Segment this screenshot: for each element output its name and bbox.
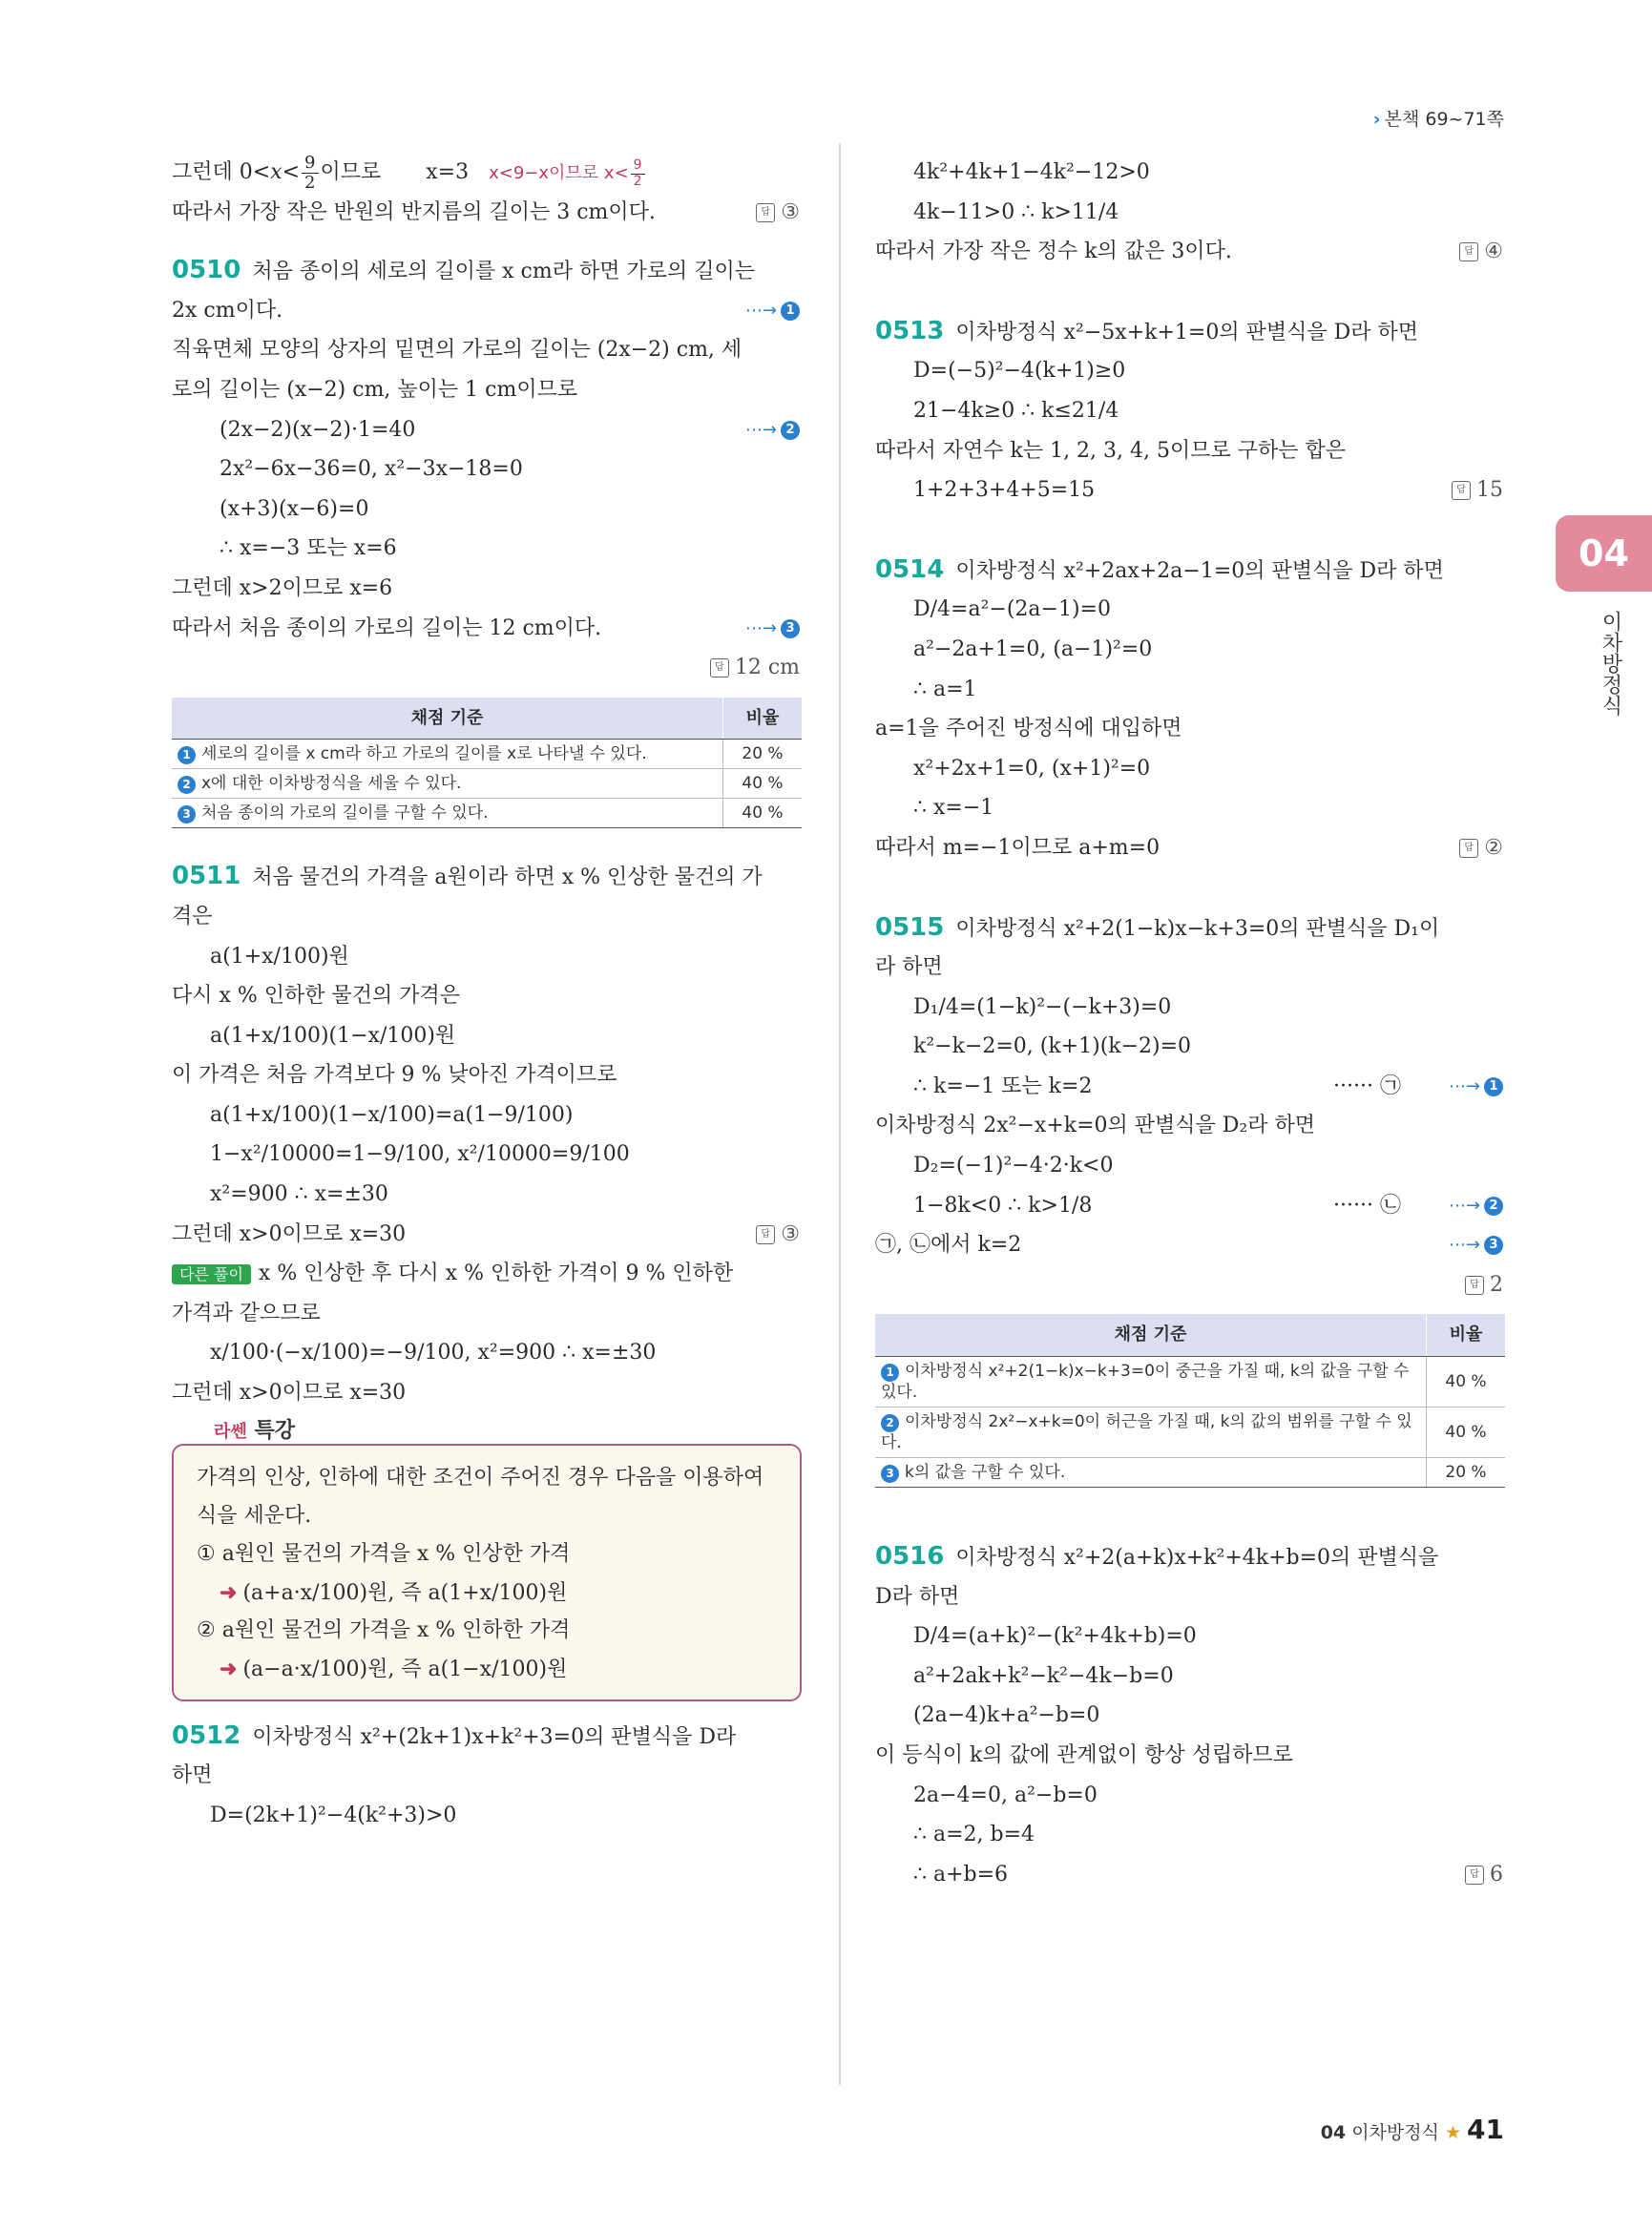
chevron-right-icon: › — [1372, 109, 1381, 130]
answer-mark: 답 2 — [1465, 1265, 1503, 1305]
step-marker: ⋯→ 1 — [1449, 1067, 1503, 1107]
answer-icon: 답 — [710, 658, 729, 678]
answer-icon: 답 — [1459, 242, 1478, 261]
answer-mark: 답 15 — [1452, 470, 1503, 511]
alternate-solution-tag: 다른 풀이 — [172, 1264, 251, 1284]
chapter-tab[interactable]: 04 — [1556, 515, 1652, 592]
table-row: 1 이차방정식 x²+2(1−k)x−k+3=0이 중근을 가질 때, k의 값을 구할 수 있다. 40 % — [875, 1357, 1505, 1407]
table-row: 1 세로의 길이를 x cm라 하고 가로의 길이를 x로 나타낼 수 있다. 20 % — [172, 740, 802, 769]
answer-icon: 답 — [756, 203, 775, 222]
problem-number: 0515 — [875, 912, 945, 942]
table-row: 2 x에 대한 이차방정식을 세울 수 있다. 40 % — [172, 769, 802, 799]
arrow-right-icon: ➜ — [220, 1579, 238, 1605]
step-marker: ⋯→ 3 — [1449, 1225, 1503, 1265]
step-marker: ⋯→ 1 — [745, 291, 800, 331]
step-marker: ⋯→ 3 — [745, 609, 800, 649]
problem-number: 0512 — [172, 1720, 241, 1750]
answer-icon: 답 — [756, 1225, 775, 1244]
step-marker: ⋯→ 2 — [1449, 1186, 1503, 1226]
answer-mark: 답 ② — [1459, 828, 1503, 868]
tip-title: 라쎈 특강 — [214, 1418, 295, 1443]
scoring-table: 채점 기준 비율 1 이차방정식 x²+2(1−k)x−k+3=0이 중근을 가질 때, k의 값을 구할 수 있다. 40 % 2 이차방정식 2x²−x+k=0이 허근을 가질 때, k의 값의 범위를 구할 수 있다. 40 % 3 k의 값을 구할 수 있다. 20 % — [875, 1314, 1505, 1488]
table-row: 3 처음 종이의 가로의 길이를 구할 수 있다. 40 % — [172, 799, 802, 828]
left-column — [172, 153, 802, 1835]
right-column: 4k²+4k+1−4k²−12>0 4k−11>0 ∴ k>11/4 따라서 가장 작은 정수 k의 값은 3이다. 답 ④ 0513 이차방정식 x²−5x+k+1=0의 판별식을 D라 하면 D=(−5)²−4(k+1)≥0 21−4k≥0 ∴ k≤21/4 따라서 자연수 k는 1, 2, 3, 4, 5이므로 구하는 합은 1+2+3+4+5=15 답 15 0514 이차방정식 x²+2ax+2a−1=0의 판별식을 D라 하면 D/4=a²−(2a−1)=0 a²−2a+1=0, (a−1)²=0 ∴ a=1 a=1을 주어진 방정식에 대입하면 x²+2x+1=0, (x+1)²=0 ∴ x=−1 따라서 m=−1이므로 a+m=0 답 ② 0515 이차방정식 x²+2(1−k)x−k+3=0의 판별식을 D₁이 라 하면 D₁/4=(1−k)²−(−k+3)=0 k²−k−2=0, (k+1)(k−2)=0 ∴ k=−1 또는 k=2 ······ ㉠ ⋯→ 1 이차방정식 2x²−x+k=0의 판별식을 D₂라 하면 D₂=(−1)²−4·2·k<0 1−8k<0 ∴ k>1/8 ······ ㉡ ⋯→ 2 ㉠, ㉡에서 k=2 ⋯→ 3 답 2 채점 기준 비율 1 이차방정식 x²+2(1−k)x−k+3=0이 중근을 가질 때, k의 값을 구할 수 있다. 40 % 2 이차방정식 2x²−x+k=0이 허근을 가질 때, k의 값의 범위를 구할 수 있다. 40 % 3 k의 값을 구할 수 있다. 20 % 0516 이차방정식 x²+2(a+k)x+k²+4k+b=0의 판별식을 D라 하면 D/4=(a+k)²−(k²+4k+b)=0 a²+2ak+k²−k²−4k−b=0 (2a−4)k+a²−b=0 이 등식이 k의 값에 관계없이 항상 성립하므로 2a−4=0, a²−b=0 ∴ a=2, b=4 ∴ a+b=6 답 6 — [875, 153, 1505, 1894]
section-reference: › 본책 69~71쪽 — [1372, 109, 1504, 130]
answer-mark: 답 6 — [1465, 1855, 1503, 1895]
answer-icon: 답 — [1465, 1276, 1484, 1295]
problem-0512: 0512 이차방정식 x²+(2k+1)x+k²+3=0의 판별식을 D라 하면 D=(2k+1)²−4(k²+3)>0 — [172, 1720, 737, 1827]
answer-icon: 답 — [1459, 839, 1478, 858]
star-icon: ★ — [1444, 2122, 1462, 2143]
problem-0515: 0515 이차방정식 x²+2(1−k)x−k+3=0의 판별식을 D₁이 라 하면 D₁/4=(1−k)²−(−k+3)=0 k²−k−2=0, (k+1)(k−2)=0 ∴ k=−1 또는 k=2 ······ ㉠ ⋯→ 1 이차방정식 2x²−x+k=0의 판별식을 D₂라 하면 D₂=(−1)²−4·2·k<0 1−8k<0 ∴ k>1/8 ······ ㉡ ⋯→ 2 ㉠, ㉡에서 k=2 ⋯→ 3 답 2 채점 기준 비율 1 이차방정식 x²+2(1−k)x−k+3=0이 중근을 가질 때, k의 값을 구할 수 있다. 40 % 2 이차방정식 2x²−x+k=0이 허근을 가질 때, k의 값의 범위를 구할 수 있다. 40 % 3 k의 값을 구할 수 있다. 20 % — [875, 908, 1505, 1489]
table-row: 2 이차방정식 2x²−x+k=0이 허근을 가질 때, k의 값의 범위를 구할 수 있다. 40 % — [875, 1407, 1505, 1458]
side-note: x<9−x이므로 x< $\frac{9}{2}$ — [489, 163, 646, 183]
answer-icon: 답 — [1465, 1866, 1484, 1885]
column-divider — [839, 143, 841, 2085]
answer-mark: 답 ③ — [756, 1215, 800, 1255]
problem-number: 0510 — [172, 256, 241, 285]
problem-0511: 0511 처음 물건의 가격을 a원이라 하면 x % 인상한 물건의 가 격은 a(1+x/100)원 다시 x % 인하한 물건의 가격은 a(1+x/100)(1−x/100)원 이 가격은 처음 가격보다 9 % 낮아진 가격이므로 a(1+x/100)(1−x/100)=a(1−9/100) 1−x²/10000=1−9/100, x²/10000=9/100 x²=900 ∴ x=±30 그런데 x>0이므로 x=30 답 ③ 다른 풀이 x % 인상한 후 다시 x % 인하한 가격이 9 % 인하한 가격과 같으므로 x/100·(−x/100)=−9/100, x²=900 ∴ x=±30 그런데 x>0이므로 x=30 — [172, 862, 800, 1406]
table-row: 3 k의 값을 구할 수 있다. 20 % — [875, 1458, 1505, 1488]
problem-number: 0511 — [172, 862, 241, 891]
problem-0510: 0510 처음 종이의 세로의 길이를 x cm라 하면 가로의 길이는 2x cm이다. ⋯→ 1 직육면체 모양의 상자의 밑면의 가로의 길이는 (2x−2) cm, 세 로의 길이는 (x−2) cm, 높이는 1 cm이므로 (2x−2)(x−2)·1=40 ⋯→ 2 2x²−6x−36=0, x²−3x−18=0 (x+3)(x−6)=0 ∴ x=−3 또는 x=6 그런데 x>2이므로 x=6 따라서 처음 종이의 가로의 길이는 12 cm이다. ⋯→ 3 답 12 cm 채점 기준 비율 1 세로의 길이를 x cm라 하고 가로의 길이를 x로 나타낼 수 있다. 20 % 2 x에 대한 이차방정식을 세울 수 있다. 40 % 3 처음 종이의 가로의 길이를 구할 수 있다. 40 % — [172, 251, 802, 828]
answer-mark: 답 ③ — [756, 193, 800, 233]
page-number: 41 — [1467, 2114, 1504, 2145]
page-footer: 04 이차방정식 ★ 41 — [1320, 2114, 1504, 2145]
answer-icon: 답 — [1452, 481, 1471, 500]
answer-mark: 답 ④ — [1459, 232, 1503, 272]
scoring-table: 채점 기준 비율 1 세로의 길이를 x cm라 하고 가로의 길이를 x로 나타낼 수 있다. 20 % 2 x에 대한 이차방정식을 세울 수 있다. 40 % 3 처음 종이의 가로의 길이를 구할 수 있다. 40 % — [172, 698, 802, 829]
fraction: $\frac{9}{2}$ — [302, 154, 318, 193]
problem-number: 0514 — [875, 554, 945, 584]
solution-line: 그런데 0<x< $\frac{9}{2}$ 이므로 x=3 x<9−x이므로 x< $\frac{9}{2}$ — [172, 153, 802, 193]
problem-number: 0513 — [875, 316, 945, 345]
chapter-tab-label: 이차방정식 — [1599, 611, 1622, 716]
solution-line: 따라서 가장 작은 반원의 반지름의 길이는 3 cm이다. 답 ③ — [172, 193, 802, 233]
problem-0514: 0514 이차방정식 x²+2ax+2a−1=0의 판별식을 D라 하면 D/4=a²−(2a−1)=0 a²−2a+1=0, (a−1)²=0 ∴ a=1 a=1을 주어진 방정식에 대입하면 x²+2x+1=0, (x+1)²=0 ∴ x=−1 따라서 m=−1이므로 a+m=0 답 ② — [875, 551, 1505, 868]
tip-box: 라쎈 특강 가격의 인상, 인하에 대한 조건이 주어진 경우 다음을 이용하여 식을 세운다. ① a원인 물건의 가격을 x % 인상한 가격 ➜ (a+a·x/100)원, 즉 a(1+x/100)원 ② a원인 물건의 가격을 x % 인하한 가격 ➜ (a−a·x/100)원, 즉 a(1−x/100)원 — [172, 1444, 802, 1701]
problem-0513: 0513 이차방정식 x²−5x+k+1=0의 판별식을 D라 하면 D=(−5)²−4(k+1)≥0 21−4k≥0 ∴ k≤21/4 따라서 자연수 k는 1, 2, 3, 4, 5이므로 구하는 합은 1+2+3+4+5=15 답 15 — [875, 312, 1505, 511]
step-marker: ⋯→ 2 — [745, 410, 800, 450]
answer-mark: 답 12 cm — [710, 648, 800, 688]
problem-0516: 0516 이차방정식 x²+2(a+k)x+k²+4k+b=0의 판별식을 D라 하면 D/4=(a+k)²−(k²+4k+b)=0 a²+2ak+k²−k²−4k−b=0 (2a−4)k+a²−b=0 이 등식이 k의 값에 관계없이 항상 성립하므로 2a−4=0, a²−b=0 ∴ a=2, b=4 ∴ a+b=6 답 6 — [875, 1537, 1505, 1894]
problem-number: 0516 — [875, 1542, 945, 1572]
arrow-right-icon: ➜ — [220, 1656, 238, 1681]
